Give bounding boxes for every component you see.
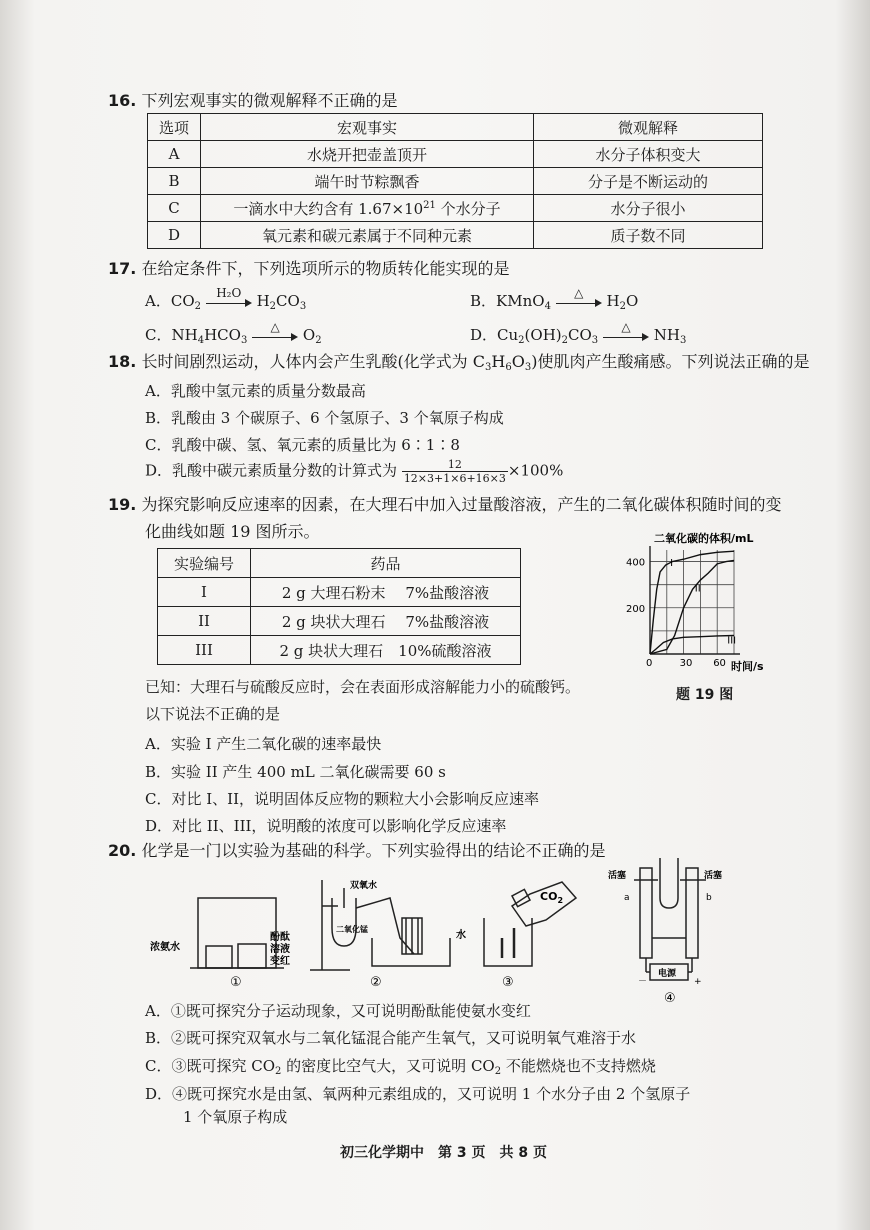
figure-number: ③ <box>502 975 514 990</box>
label-b: b <box>706 893 712 903</box>
q20-option-b: B．②既可探究双氧水与二氧化锰混合能产生氧气，又可说明氧气难溶于水 <box>145 1029 637 1047</box>
subscript: 2 <box>269 301 277 312</box>
subscript: 2 <box>561 335 569 346</box>
table-cell: D <box>148 222 201 249</box>
formula: KMnO <box>496 292 545 310</box>
fact-text: 一滴水中大约含有 1.67×10 <box>233 199 424 218</box>
q19-chart <box>612 524 792 680</box>
table-header-row <box>158 549 521 578</box>
option-text: ×100% <box>507 461 564 480</box>
q19-option-b: B．实验 II 产生 400 mL 二氧化碳需要 60 s <box>145 763 446 781</box>
label-h2o2: 双氧水 <box>350 881 378 891</box>
table-row <box>148 195 763 222</box>
table-header: 实验编号 <box>158 549 251 578</box>
table-row <box>158 578 521 607</box>
table-row <box>148 168 763 195</box>
formula: H <box>491 352 506 371</box>
co2-text: CO <box>540 890 558 903</box>
option-label: B． <box>470 292 497 310</box>
label-phenol: 酚酞 <box>270 932 290 943</box>
apparatus-4-electrolysis-icon <box>634 858 706 980</box>
condition: △ <box>621 320 631 334</box>
q19-figure-caption: 题 19 图 <box>676 687 734 703</box>
formula: O <box>511 352 525 371</box>
x-tick-label: 30 <box>679 658 693 669</box>
q17-stem <box>108 256 509 279</box>
label-phenol: 变红 <box>270 956 290 967</box>
formula: NH <box>653 326 680 344</box>
table-cell: 2 g 块状大理石 7%盐酸溶液 <box>251 607 521 636</box>
condition: H₂O <box>216 286 242 300</box>
q16-table <box>147 113 763 249</box>
label-valve-right: 活塞 <box>704 871 723 881</box>
table-row <box>158 607 521 636</box>
formula: H <box>256 292 270 310</box>
subscript: 3 <box>240 335 248 346</box>
q16-stem <box>108 88 397 111</box>
numerator: 12 <box>402 458 508 472</box>
chart-ticks <box>626 558 726 669</box>
table-cell: 2 g 块状大理石 10%硫酸溶液 <box>251 636 521 665</box>
subscript: 3 <box>485 362 492 373</box>
q19-table <box>157 548 521 665</box>
table-header: 选项 <box>148 114 201 141</box>
q16-number: 16. <box>108 91 137 110</box>
label-phenol: 溶液 <box>270 944 290 955</box>
y-tick-label: 200 <box>626 603 646 615</box>
q20-option-c <box>145 1055 656 1077</box>
subscript: 6 <box>505 362 512 373</box>
chart-series <box>650 551 736 654</box>
q18-option-a: A．乳酸中氢元素的质量分数最高 <box>145 382 366 400</box>
table-header: 宏观事实 <box>201 114 534 141</box>
subscript: 3 <box>679 335 687 346</box>
label-ammonia: 浓氨水 <box>150 942 180 953</box>
label-valve-left: 活塞 <box>608 871 627 881</box>
q19-stem-line2: 化曲线如题 19 图所示。 <box>145 522 320 541</box>
label-water: 水 <box>456 930 466 941</box>
x-axis-label: 时间/s <box>731 660 764 673</box>
table-row <box>158 636 521 665</box>
subscript: 2 <box>557 896 564 905</box>
table-cell: 水烧开把壶盖顶开 <box>201 141 534 168</box>
subscript: 2 <box>275 1066 282 1077</box>
subscript: 4 <box>544 301 551 312</box>
subscript: 3 <box>524 362 532 373</box>
table-cell: A <box>148 141 201 168</box>
subscript: 3 <box>591 335 599 346</box>
condition: △ <box>270 320 280 334</box>
formula: O <box>302 326 316 344</box>
formula: H <box>606 292 620 310</box>
q17-option-d <box>470 320 687 346</box>
reaction-arrow-icon <box>603 320 649 344</box>
x-tick-label: 60 <box>713 658 726 669</box>
formula: (OH) <box>524 326 562 344</box>
q18-option-c: C．乳酸中碳、氢、氧元素的质量比为 6∶1∶8 <box>145 436 460 454</box>
table-cell: III <box>158 636 251 665</box>
series-line-I <box>650 551 737 654</box>
subscript: 2 <box>518 335 525 346</box>
formula: NH <box>171 326 198 344</box>
subscript: 2 <box>494 1066 502 1077</box>
subscript: 2 <box>619 301 626 312</box>
option-text: D．乳酸中碳元素质量分数的计算式为 <box>145 461 398 480</box>
formula: CO <box>170 292 195 310</box>
reaction-arrow-icon <box>556 286 602 310</box>
q18-stem <box>108 349 809 373</box>
denominator: 12×3+1×6+16×3 <box>403 472 506 485</box>
q18-option-b: B．乳酸由 3 个碳原子、6 个氢原子、3 个氧原子构成 <box>145 409 504 427</box>
chart-grid <box>650 550 737 654</box>
series-label: II <box>694 583 701 595</box>
q18-stem-text: 长时间剧烈运动，人体内会产生乳酸(化学式为 C <box>141 352 486 371</box>
page-footer: 初三化学期中 第 3 页 共 8 页 <box>340 1145 547 1161</box>
q17-option-b <box>470 286 639 312</box>
label-co2 <box>540 890 563 905</box>
table-cell: 端午时节粽飘香 <box>201 168 534 195</box>
table-cell: II <box>158 607 251 636</box>
q20-stem-text: 化学是一门以实验为基础的科学。下列实验得出的结论不正确的是 <box>141 841 606 860</box>
q20-option-d-line2: 1 个氧原子构成 <box>183 1108 288 1126</box>
subscript: 4 <box>197 335 205 346</box>
q18-stem-text: )使肌肉产生酸痛感。下列说法正确的是 <box>531 352 810 371</box>
condition: △ <box>574 286 584 300</box>
q18-number: 18. <box>108 352 137 371</box>
exponent: 21 <box>423 199 436 211</box>
label-plus: + <box>694 977 702 987</box>
option-label: D． <box>470 326 498 344</box>
formula: CO <box>568 326 592 344</box>
reaction-arrow-icon <box>252 320 298 344</box>
q17-option-a <box>145 286 307 312</box>
figure-number: ④ <box>664 991 676 1006</box>
q20-apparatus-figure <box>150 858 770 1008</box>
figure-number: ① <box>230 975 242 990</box>
table-cell <box>201 195 534 222</box>
option-text: C．③既可探究 CO <box>145 1057 276 1075</box>
formula: Cu <box>497 326 519 344</box>
reaction-arrow-icon <box>206 286 252 310</box>
table-cell: 2 g 大理石粉末 7%盐酸溶液 <box>251 578 521 607</box>
q19-stem-text: 为探究影响反应速率的因素，在大理石中加入过量酸溶液，产生的二氧化碳体积随时间的变 <box>141 495 782 514</box>
q20-number: 20. <box>108 841 137 860</box>
table-header: 药品 <box>251 549 521 578</box>
series-line-II <box>650 560 737 654</box>
q20-option-d-line1: D．④既可探究水是由氢、氧两种元素组成的，又可说明 1 个水分子由 2 个氢原子 <box>145 1085 691 1103</box>
option-text: 的密度比空气大，又可说明 CO <box>281 1057 495 1075</box>
q19-option-a: A．实验 I 产生二氧化碳的速率最快 <box>145 735 382 753</box>
option-label: C． <box>145 326 172 344</box>
option-text: 不能燃烧也不支持燃烧 <box>501 1057 656 1075</box>
q17-number: 17. <box>108 259 137 278</box>
q19-option-d: D．对比 II、III，说明酸的浓度可以影响化学反应速率 <box>145 817 507 835</box>
q19-stem-line1 <box>108 492 781 515</box>
q17-option-c <box>145 320 322 346</box>
q18-option-d <box>145 458 563 485</box>
label-minus: － <box>638 977 648 987</box>
fraction <box>402 458 508 485</box>
formula: HCO <box>204 326 241 344</box>
fact-text: 个水分子 <box>435 199 501 218</box>
table-cell: B <box>148 168 201 195</box>
figure-number: ② <box>370 975 382 990</box>
table-cell: 氧元素和碳元素属于不同种元素 <box>201 222 534 249</box>
table-cell: C <box>148 195 201 222</box>
series-label: III <box>727 635 737 647</box>
table-row <box>148 141 763 168</box>
subscript: 3 <box>299 301 307 312</box>
apparatus-3-co2-pour-icon <box>484 882 576 966</box>
q20-option-a: A．①既可探究分子运动现象，又可说明酚酞能使氨水变红 <box>145 1002 531 1020</box>
option-label: A． <box>145 292 171 310</box>
x-tick-label: 0 <box>646 658 653 669</box>
table-cell: 分子是不断运动的 <box>534 168 763 195</box>
table-cell: 水分子体积变大 <box>534 141 763 168</box>
q16-stem-text: 下列宏观事实的微观解释不正确的是 <box>141 91 398 110</box>
apparatus-2-gas-collection-icon <box>310 880 450 970</box>
table-cell: 水分子很小 <box>534 195 763 222</box>
q17-stem-text: 在给定条件下，下列选项所示的物质转化能实现的是 <box>141 259 510 278</box>
label-a: a <box>624 893 630 903</box>
subscript: 2 <box>315 335 322 346</box>
label-mno2: 二氧化锰 <box>336 925 368 934</box>
table-header: 微观解释 <box>534 114 763 141</box>
table-cell: 质子数不同 <box>534 222 763 249</box>
table-cell: I <box>158 578 251 607</box>
q19-known: 已知：大理石与硫酸反应时，会在表面形成溶解能力小的硫酸钙。 <box>145 678 581 696</box>
q19-lead: 以下说法不正确的是 <box>145 705 281 723</box>
q19-number: 19. <box>108 495 137 514</box>
formula: CO <box>276 292 300 310</box>
table-header-row <box>148 114 763 141</box>
y-axis-label: 二氧化碳的体积/mL <box>654 532 754 545</box>
formula: O <box>625 292 639 310</box>
series-label: I <box>670 558 674 570</box>
q19-option-c: C．对比 I、II，说明固体反应物的颗粒大小会影响反应速率 <box>145 790 540 808</box>
label-power-supply: 电源 <box>658 969 677 979</box>
table-row <box>148 222 763 249</box>
y-tick-label: 400 <box>626 557 646 569</box>
subscript: 2 <box>194 301 201 312</box>
